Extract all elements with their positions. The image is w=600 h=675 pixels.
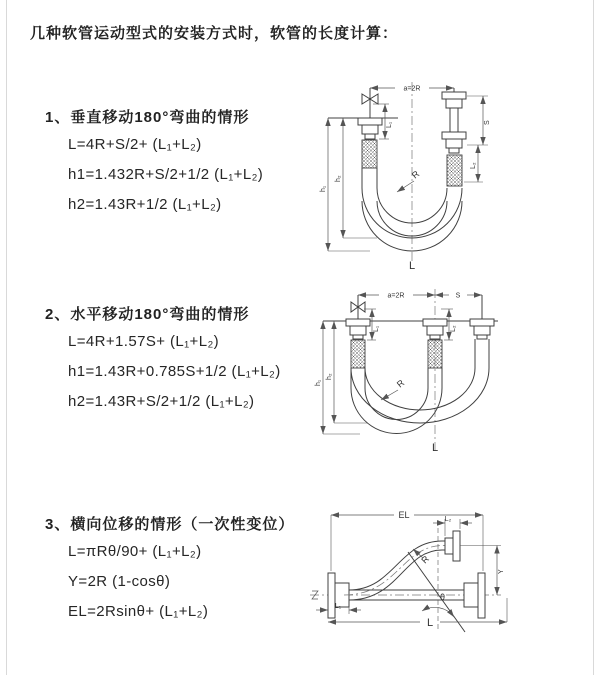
hose-outer-wide xyxy=(351,368,489,423)
dim-s-label: S xyxy=(455,292,461,300)
upper-flange-displaced xyxy=(445,531,460,561)
section-1-formula-h1: h1=1.432R+S/2+1/2 (L₁+L₂) xyxy=(68,166,264,183)
left-flange xyxy=(346,319,370,368)
dim-h2-label: h₂ xyxy=(326,373,333,380)
section-1-heading: 1、垂直移动180°弯曲的情形 xyxy=(45,109,250,126)
dim-a2r-label: a=2R xyxy=(387,292,405,300)
theta-diagonal-line xyxy=(408,552,465,632)
page-title: 几种软管运动型式的安装方式时，软管的长度计算： xyxy=(30,25,399,42)
section-2-formula-L: L=4R+1.57S+ (L₁+L₂) xyxy=(68,333,220,350)
right-flange xyxy=(470,319,494,339)
dim-s-label: S xyxy=(484,120,491,125)
section-3-formula-EL: EL=2Rsinθ+ (L₁+L₂) xyxy=(68,603,209,620)
dim-a2r-label: a=2R xyxy=(403,85,421,93)
dim-l2-label: L₂ xyxy=(450,325,457,332)
dim-y-label: Y xyxy=(498,569,505,574)
dim-theta-label: θ xyxy=(440,592,446,602)
dim-l1-label: L₁ xyxy=(373,325,380,332)
section-2-formula-h1: h1=1.43R+0.785S+1/2 (L₁+L₂) xyxy=(68,363,281,380)
dim-h1-label: h₁ xyxy=(320,185,327,192)
dim-h2-label: h₂ xyxy=(335,175,342,182)
dim-l1-label: L₁ xyxy=(334,603,342,610)
hose-top-wall xyxy=(349,541,445,590)
dim-l2-label: L₂ xyxy=(470,162,477,169)
section-1-formula-h2: h2=1.43R+1/2 (L₁+L₂) xyxy=(68,196,222,213)
dim-l2-label: L₂ xyxy=(444,516,452,523)
dim-r-label: R xyxy=(409,168,422,181)
dim-r-label: R xyxy=(419,553,432,566)
hose-inner-narrow xyxy=(365,388,428,420)
page-left-border xyxy=(6,0,7,675)
dim-r-label: R xyxy=(394,377,407,390)
dim-l-label: L xyxy=(426,617,434,629)
left-flange xyxy=(358,118,382,168)
diagram-lateral-displacement xyxy=(302,498,600,643)
section-2-formula-h2: h2=1.43R+S/2+1/2 (L₁+L₂) xyxy=(68,393,255,410)
section-1-formula-L: L=4R+S/2+ (L₁+L₂) xyxy=(68,136,202,153)
hose-centerline xyxy=(344,546,453,596)
middle-flange xyxy=(423,319,447,368)
section-3-formula-Y: Y=2R (1-cosθ) xyxy=(68,573,171,590)
diagram-vertical-movement-180 xyxy=(315,70,600,275)
dim-h1-label: h₁ xyxy=(315,379,322,386)
right-flange-original xyxy=(464,573,485,618)
right-flange-stack xyxy=(442,88,466,186)
hose-outer-narrow xyxy=(351,388,442,434)
diagram-horizontal-movement-180 xyxy=(315,283,600,458)
dim-l-label: L xyxy=(409,260,416,272)
dim-l-label: L xyxy=(432,442,439,454)
section-3-heading: 3、横向位移的情形（一次性变位） xyxy=(45,516,295,533)
section-3-formula-L: L=πRθ/90+ (L₁+L₂) xyxy=(68,543,202,560)
hose-inner-wide xyxy=(365,368,475,410)
dim-l1-label: L₁ xyxy=(386,121,393,128)
dim-el-label: EL xyxy=(398,510,410,520)
section-2-heading: 2、水平移动180°弯曲的情形 xyxy=(45,306,250,323)
left-flange xyxy=(328,573,349,618)
